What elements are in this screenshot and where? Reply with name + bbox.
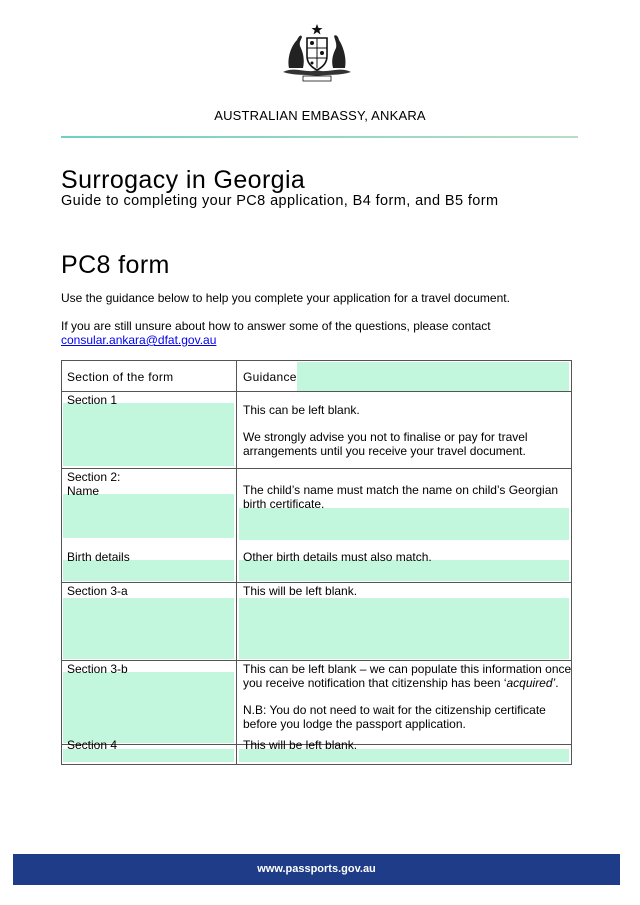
section-heading: PC8 form bbox=[61, 251, 170, 279]
contact-email-link[interactable]: consular.ankara@dfat.gov.au bbox=[61, 333, 217, 347]
embassy-title: AUSTRALIAN EMBASSY, ANKARA bbox=[214, 108, 426, 123]
row3-section: Section 3-a bbox=[67, 584, 128, 598]
row4-guidance-line1: This can be left blank – we can populate this information once bbox=[243, 662, 572, 676]
footer-bar bbox=[13, 854, 620, 885]
page-title: Surrogacy in Georgia bbox=[61, 166, 306, 194]
row4-guidance-italic: acquired’ bbox=[506, 676, 556, 690]
row1-guidance-line2: We strongly advise you not to finalise or pay for travel bbox=[243, 430, 528, 444]
row1-guidance-line3: arrangements until you receive your travel document. bbox=[243, 444, 526, 458]
row4-guidance-line2 bbox=[243, 676, 559, 690]
row2-guidance-line2: birth certificate. bbox=[243, 497, 325, 511]
col-header-section: Section of the form bbox=[67, 370, 174, 384]
row2-subsection-name: Name bbox=[67, 484, 100, 498]
row2-guidance-line1: The child’s name must match the name on child’s Georgian bbox=[243, 483, 559, 497]
row1-section: Section 1 bbox=[67, 393, 118, 407]
coat-of-arms-crest bbox=[277, 22, 357, 84]
row5-guidance: This will be left blank. bbox=[243, 738, 358, 752]
row4-guidance-line4: before you lodge the passport application. bbox=[243, 717, 466, 731]
header-divider bbox=[61, 136, 578, 138]
row4-section: Section 3-b bbox=[67, 662, 128, 676]
row3-guidance: This will be left blank. bbox=[243, 584, 358, 598]
row5-section: Section 4 bbox=[67, 738, 118, 752]
row1-guidance-line1: This can be left blank. bbox=[243, 403, 360, 417]
footer-url[interactable]: www.passports.gov.au bbox=[257, 863, 376, 875]
row2-guidance-line3: Other birth details must also match. bbox=[243, 550, 432, 564]
row4-guidance-line2a: you receive notification that citizenship has been ‘ bbox=[243, 676, 507, 690]
row2-subsection-birth: Birth details bbox=[67, 550, 130, 564]
row2-section: Section 2: bbox=[67, 470, 121, 484]
row4-guidance-line3: N.B: You do not need to wait for the citizenship certificate bbox=[243, 703, 546, 717]
col-header-guidance: Guidance bbox=[243, 370, 297, 384]
row4-guidance-line2c: . bbox=[555, 676, 559, 690]
page-subtitle: Guide to completing your PC8 application, B4 form, and B5 form bbox=[61, 193, 499, 209]
intro-text: Use the guidance below to help you complete your application for a travel document. bbox=[61, 291, 510, 305]
guidance-table bbox=[61, 360, 572, 765]
contact-text: If you are still unsure about how to answer some of the questions, please contact bbox=[61, 319, 491, 333]
